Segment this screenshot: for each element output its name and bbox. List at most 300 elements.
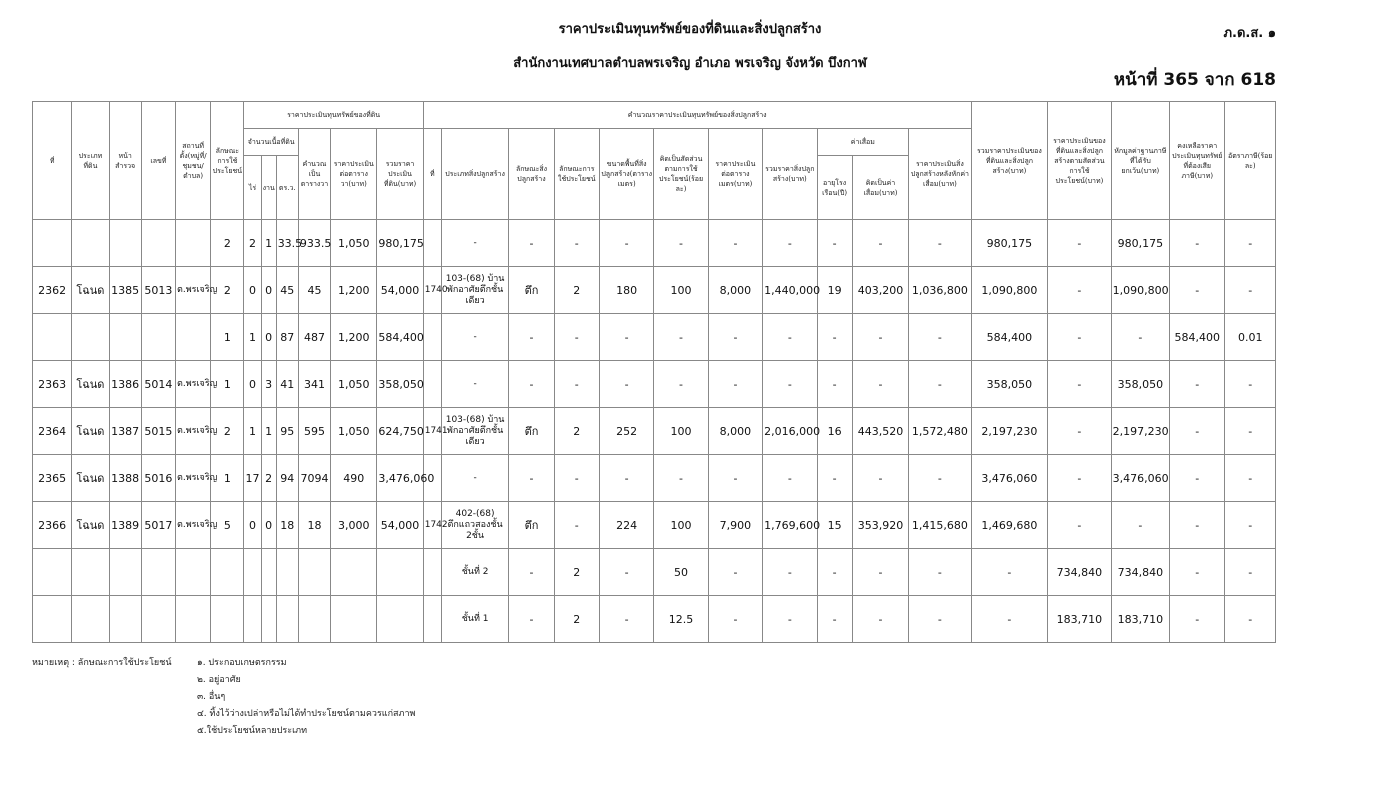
table-cell: 94: [276, 455, 298, 502]
table-row: [33, 220, 1276, 267]
table-cell: -: [509, 314, 554, 361]
table-cell: -: [909, 314, 971, 361]
table-cell: [276, 596, 298, 643]
col-bldg-char: ลักษณะสิ่งปลูกสร้าง: [509, 129, 554, 220]
table-cell: -: [441, 455, 508, 502]
table-cell: 16: [817, 408, 852, 455]
table-cell: [423, 314, 441, 361]
table-cell: 341: [298, 361, 330, 408]
table-cell: 5014: [141, 361, 175, 408]
table-cell: โฉนด: [72, 455, 109, 502]
assessment-table: [32, 101, 1276, 643]
col-no: ที่: [33, 102, 72, 220]
table-cell: 1,469,680: [971, 502, 1048, 549]
table-cell: -: [554, 502, 599, 549]
table-cell: 5: [211, 502, 244, 549]
table-cell: 1: [244, 408, 261, 455]
table-cell: -: [1048, 220, 1111, 267]
table-cell: -: [708, 596, 762, 643]
table-cell: 7,900: [708, 502, 762, 549]
col-depr-amount: คิดเป็นค่าเสื่อม(บาท): [852, 156, 908, 220]
col-usage-pct: คิดเป็นสัดส่วนตามการใช้ประโยชน์(ร้อยละ): [654, 129, 708, 220]
table-cell: -: [1048, 314, 1111, 361]
table-cell: 103-(68) บ้านพักอาศัยตึกชั้นเดียว: [441, 267, 508, 314]
table-cell: -: [1048, 361, 1111, 408]
table-body: [33, 220, 1276, 643]
table-cell: 734,840: [1048, 549, 1111, 596]
table-row: [33, 267, 1276, 314]
table-cell: -: [817, 596, 852, 643]
table-cell: -: [909, 361, 971, 408]
table-cell: [176, 314, 211, 361]
table-cell: -: [1170, 220, 1225, 267]
table-cell: -: [654, 455, 708, 502]
table-cell: 19: [817, 267, 852, 314]
table-cell: 1386: [109, 361, 141, 408]
table-cell: 1,050: [331, 408, 377, 455]
col-number: เลขที่: [141, 102, 175, 220]
table-cell: -: [509, 220, 554, 267]
table-cell: [244, 549, 261, 596]
notes-label: หมายเหตุ : ลักษณะการใช้ประโยชน์: [32, 658, 172, 668]
table-cell: -: [509, 596, 554, 643]
table-cell: 0: [244, 267, 261, 314]
table-cell: 403,200: [852, 267, 908, 314]
table-row: [33, 455, 1276, 502]
table-cell: -: [1225, 549, 1276, 596]
table-cell: 1387: [109, 408, 141, 455]
table-row: [33, 361, 1276, 408]
table-cell: ชั้นที่ 2: [441, 549, 508, 596]
table-cell: -: [1225, 220, 1276, 267]
col-wa: ตร.ว.: [276, 156, 298, 220]
table-cell: -: [763, 596, 817, 643]
table-cell: -: [708, 314, 762, 361]
table-cell: 183,710: [1111, 596, 1169, 643]
table-cell: 2: [554, 267, 599, 314]
table-cell: 1,415,680: [909, 502, 971, 549]
table-cell: [109, 314, 141, 361]
table-cell: -: [708, 549, 762, 596]
table-cell: -: [1111, 502, 1169, 549]
table-cell: ต.พรเจริญ: [176, 502, 211, 549]
table-cell: 2: [211, 267, 244, 314]
table-cell: 2364: [33, 408, 72, 455]
table-cell: -: [1170, 455, 1225, 502]
table-cell: -: [1225, 267, 1276, 314]
table-cell: 2: [554, 549, 599, 596]
table-cell: [72, 314, 109, 361]
table-cell: 1: [211, 361, 244, 408]
table-cell: 1,572,480: [909, 408, 971, 455]
table-cell: -: [599, 549, 653, 596]
table-cell: 2,016,000: [763, 408, 817, 455]
table-cell: [33, 314, 72, 361]
table-cell: 624,750: [377, 408, 423, 455]
table-cell: [423, 361, 441, 408]
table-cell: -: [852, 314, 908, 361]
note-item: ๓. อื่นๆ: [197, 692, 226, 702]
table-cell: โฉนด: [72, 361, 109, 408]
col-bldg-usage: ลักษณะการใช้ประโยชน์: [554, 129, 599, 220]
table-row: [33, 502, 1276, 549]
table-cell: -: [708, 220, 762, 267]
table-cell: [211, 549, 244, 596]
table-cell: 1: [261, 220, 276, 267]
table-cell: 2,197,230: [1111, 408, 1169, 455]
table-cell: 358,050: [971, 361, 1048, 408]
table-cell: -: [554, 220, 599, 267]
table-cell: -: [1170, 361, 1225, 408]
table-row: [33, 314, 1276, 361]
table-cell: -: [909, 549, 971, 596]
table-cell: [109, 549, 141, 596]
table-cell: -: [1048, 502, 1111, 549]
table-cell: -: [554, 361, 599, 408]
col-usage: ลักษณะการใช้ประโยชน์: [211, 102, 244, 220]
table-cell: -: [1225, 408, 1276, 455]
table-cell: ตึก: [509, 408, 554, 455]
table-row: [33, 408, 1276, 455]
table-cell: 54,000: [377, 267, 423, 314]
table-cell: 3,476,060: [377, 455, 423, 502]
table-cell: 18: [298, 502, 330, 549]
col-price-per-wa: ราคาประเมินต่อตารางวา(บาท): [331, 129, 377, 220]
table-cell: [377, 596, 423, 643]
table-cell: 103-(68) บ้านพักอาศัยตึกชั้นเดียว: [441, 408, 508, 455]
table-cell: 595: [298, 408, 330, 455]
table-cell: 100: [654, 267, 708, 314]
table-cell: 1,769,600: [763, 502, 817, 549]
group-land-area: จำนวนเนื้อที่ดิน: [244, 129, 298, 156]
table-cell: [33, 596, 72, 643]
page-info: หน้าที่ 365 จาก 618: [1113, 70, 1276, 90]
table-cell: -: [909, 455, 971, 502]
table-cell: 54,000: [377, 502, 423, 549]
table-cell: -: [1225, 502, 1276, 549]
note-item: ๑. ประกอบเกษตรกรรม: [197, 658, 287, 668]
col-bldg-total: รวมราคาสิ่งปลูกสร้าง(บาท): [763, 129, 817, 220]
table-cell: -: [763, 314, 817, 361]
table-cell: ต.พรเจริญ: [176, 455, 211, 502]
table-cell: -: [441, 314, 508, 361]
table-cell: 5013: [141, 267, 175, 314]
table-cell: [176, 549, 211, 596]
table-cell: -: [763, 220, 817, 267]
table-row: [33, 549, 1276, 596]
table-cell: -: [599, 596, 653, 643]
table-cell: 224: [599, 502, 653, 549]
table-cell: 402-(68) ตึกแถวสองชั้น 2ชั้น: [441, 502, 508, 549]
table-cell: 180: [599, 267, 653, 314]
table-cell: [377, 549, 423, 596]
table-cell: -: [708, 455, 762, 502]
col-price-per-sqm: ราคาประเมินต่อตารางเมตร(บาท): [708, 129, 762, 220]
table-cell: -: [817, 549, 852, 596]
table-cell: 0: [261, 502, 276, 549]
note-item: ๒. อยู่อาศัย: [197, 675, 241, 685]
table-cell: -: [654, 220, 708, 267]
col-deduction: หักมูลค่าฐานภาษีที่ได้รับยกเว้น(บาท): [1111, 102, 1169, 220]
table-cell: [331, 549, 377, 596]
table-cell: -: [708, 361, 762, 408]
table-cell: 45: [276, 267, 298, 314]
table-cell: -: [971, 596, 1048, 643]
table-cell: -: [909, 596, 971, 643]
table-cell: 584,400: [377, 314, 423, 361]
table-cell: 1741: [423, 408, 441, 455]
table-cell: 1: [261, 408, 276, 455]
table-cell: -: [554, 455, 599, 502]
table-cell: -: [1225, 596, 1276, 643]
table-cell: 358,050: [1111, 361, 1169, 408]
table-cell: -: [763, 361, 817, 408]
col-total-wa: คำนวณเป็นตารางวา: [298, 129, 330, 220]
table-cell: -: [599, 361, 653, 408]
table-cell: 1,050: [331, 361, 377, 408]
table-cell: ตึก: [509, 502, 554, 549]
table-cell: 980,175: [377, 220, 423, 267]
table-cell: [261, 549, 276, 596]
table-cell: -: [509, 549, 554, 596]
table-cell: 1740: [423, 267, 441, 314]
table-cell: -: [817, 314, 852, 361]
table-cell: 1385: [109, 267, 141, 314]
table-cell: 2: [211, 408, 244, 455]
table-cell: 18: [276, 502, 298, 549]
col-survey-page: หน้าสำรวจ: [109, 102, 141, 220]
table-cell: 50: [654, 549, 708, 596]
table-cell: -: [817, 220, 852, 267]
table-cell: 2: [554, 596, 599, 643]
col-tax-rate: อัตราภาษี(ร้อยละ): [1225, 102, 1276, 220]
table-cell: [109, 220, 141, 267]
document-subtitle: สำนักงานเทศบาลตำบลพรเจริญ อำเภอ พรเจริญ จังหวัด บึงกาฬ: [513, 56, 867, 71]
table-cell: -: [599, 455, 653, 502]
col-grand-total: รวมราคาประเมินของที่ดินและสิ่งปลูกสร้าง(บาท): [971, 102, 1048, 220]
table-cell: ตึก: [509, 267, 554, 314]
table-cell: 95: [276, 408, 298, 455]
table-cell: [298, 549, 330, 596]
table-cell: 1742: [423, 502, 441, 549]
table-cell: 7094: [298, 455, 330, 502]
table-cell: -: [817, 361, 852, 408]
table-row: [33, 596, 1276, 643]
table-cell: 87: [276, 314, 298, 361]
table-cell: -: [1170, 549, 1225, 596]
table-cell: 734,840: [1111, 549, 1169, 596]
notes-list: [197, 655, 497, 740]
table-cell: -: [599, 220, 653, 267]
group-building: คำนวณราคาประเมินทุนทรัพย์ของสิ่งปลูกสร้าง: [423, 102, 971, 129]
table-cell: [33, 220, 72, 267]
table-cell: โฉนด: [72, 267, 109, 314]
table-cell: -: [654, 314, 708, 361]
table-cell: [261, 596, 276, 643]
table-cell: 933.5: [298, 220, 330, 267]
group-depreciation: ค่าเสื่อม: [817, 129, 909, 156]
note-item: ๔. ทิ้งไว้ว่างเปล่าหรือไม่ได้ทำประโยชน์ตามควรแก่สภาพ: [197, 709, 416, 719]
table-cell: -: [509, 361, 554, 408]
table-cell: -: [1170, 267, 1225, 314]
table-cell: 45: [298, 267, 330, 314]
table-cell: [331, 596, 377, 643]
table-cell: -: [441, 361, 508, 408]
table-cell: 2: [261, 455, 276, 502]
table-cell: 8,000: [708, 267, 762, 314]
table-cell: -: [599, 314, 653, 361]
table-cell: 41: [276, 361, 298, 408]
table-cell: 1,200: [331, 314, 377, 361]
table-cell: 443,520: [852, 408, 908, 455]
document-title: ราคาประเมินทุนทรัพย์ของที่ดินและสิ่งปลูกสร้าง: [558, 22, 822, 37]
table-cell: 2: [554, 408, 599, 455]
table-cell: ต.พรเจริญ: [176, 408, 211, 455]
col-bldg-after-depr: ราคาประเมินสิ่งปลูกสร้างหลังหักค่าเสื่อม(บาท): [909, 129, 971, 220]
col-location: สถานที่ตั้ง(หมู่ที่/ชุมชน/ตำบล): [176, 102, 211, 220]
table-cell: [72, 220, 109, 267]
table-cell: 584,400: [971, 314, 1048, 361]
table-cell: -: [817, 455, 852, 502]
table-cell: 5016: [141, 455, 175, 502]
col-age: อายุโรงเรือน(ปี): [817, 156, 852, 220]
table-cell: ต.พรเจริญ: [176, 267, 211, 314]
table-cell: -: [554, 314, 599, 361]
table-cell: 100: [654, 408, 708, 455]
table-cell: 2362: [33, 267, 72, 314]
table-cell: -: [1111, 314, 1169, 361]
table-cell: 2365: [33, 455, 72, 502]
note-item: ๕.ใช้ประโยชน์หลายประเภท: [197, 726, 308, 736]
table-cell: 358,050: [377, 361, 423, 408]
table-cell: [176, 596, 211, 643]
table-cell: 980,175: [1111, 220, 1169, 267]
table-cell: 3,476,060: [1111, 455, 1169, 502]
table-cell: [176, 220, 211, 267]
table-cell: โฉนด: [72, 502, 109, 549]
table-cell: -: [509, 455, 554, 502]
table-cell: -: [1225, 361, 1276, 408]
table-cell: [141, 314, 175, 361]
table-cell: [141, 220, 175, 267]
col-land-total: รวมราคาประเมินที่ดิน(บาท): [377, 129, 423, 220]
table-cell: -: [1170, 502, 1225, 549]
table-cell: 1: [211, 455, 244, 502]
table-cell: 33.5: [276, 220, 298, 267]
table-cell: [211, 596, 244, 643]
table-cell: -: [852, 549, 908, 596]
table-cell: 3,476,060: [971, 455, 1048, 502]
table-cell: -: [1048, 408, 1111, 455]
table-cell: -: [852, 596, 908, 643]
table-cell: 100: [654, 502, 708, 549]
table-cell: 3,000: [331, 502, 377, 549]
table-cell: 1,050: [331, 220, 377, 267]
table-cell: -: [1225, 455, 1276, 502]
table-cell: 584,400: [1170, 314, 1225, 361]
table-cell: โฉนด: [72, 408, 109, 455]
table-cell: 0: [261, 267, 276, 314]
table-cell: 980,175: [971, 220, 1048, 267]
table-cell: [244, 596, 261, 643]
table-cell: -: [852, 361, 908, 408]
table-cell: [423, 220, 441, 267]
table-cell: 0.01: [1225, 314, 1276, 361]
col-ngan: งาน: [261, 156, 276, 220]
table-cell: ต.พรเจริญ: [176, 361, 211, 408]
table-cell: 1: [211, 314, 244, 361]
col-bldg-area: ขนาดพื้นที่สิ่งปลูกสร้าง(ตารางเมตร): [599, 129, 653, 220]
table-cell: [298, 596, 330, 643]
form-code: ภ.ด.ส. ๑: [1223, 26, 1276, 41]
col-bldg-type: ประเภทสิ่งปลูกสร้าง: [441, 129, 508, 220]
table-cell: [109, 596, 141, 643]
table-cell: 1388: [109, 455, 141, 502]
col-doc-type: ประเภทที่ดิน: [72, 102, 109, 220]
table-cell: 0: [244, 361, 261, 408]
table-cell: 15: [817, 502, 852, 549]
table-cell: ชั้นที่ 1: [441, 596, 508, 643]
table-cell: 1,440,000: [763, 267, 817, 314]
table-cell: 2363: [33, 361, 72, 408]
table-cell: -: [909, 220, 971, 267]
col-rai: ไร่: [244, 156, 261, 220]
table-cell: 490: [331, 455, 377, 502]
table-cell: 353,920: [852, 502, 908, 549]
table-cell: -: [441, 220, 508, 267]
table-cell: 1389: [109, 502, 141, 549]
table-cell: 2: [244, 220, 261, 267]
table-cell: -: [763, 455, 817, 502]
col-bldg-no: ที่: [423, 129, 441, 220]
table-cell: -: [763, 549, 817, 596]
table-cell: -: [1170, 408, 1225, 455]
table-cell: 1,090,800: [1111, 267, 1169, 314]
table-cell: -: [852, 455, 908, 502]
group-land: ราคาประเมินทุนทรัพย์ของที่ดิน: [244, 102, 423, 129]
table-cell: 0: [244, 502, 261, 549]
table-cell: [141, 549, 175, 596]
table-cell: 2,197,230: [971, 408, 1048, 455]
table-cell: 487: [298, 314, 330, 361]
table-cell: 252: [599, 408, 653, 455]
table-cell: [72, 549, 109, 596]
table-cell: 8,000: [708, 408, 762, 455]
table-cell: 3: [261, 361, 276, 408]
table-cell: 183,710: [1048, 596, 1111, 643]
table-cell: [423, 549, 441, 596]
table-cell: 17: [244, 455, 261, 502]
table-cell: -: [971, 549, 1048, 596]
table-cell: 1,090,800: [971, 267, 1048, 314]
table-cell: 5015: [141, 408, 175, 455]
table-cell: 1: [244, 314, 261, 361]
col-taxable: คงเหลือราคาประเมินทุนทรัพย์ที่ต้องเสียภาษี(บาท): [1170, 102, 1225, 220]
table-cell: -: [1170, 596, 1225, 643]
table-cell: [423, 596, 441, 643]
table-cell: 1,036,800: [909, 267, 971, 314]
table-cell: -: [1048, 455, 1111, 502]
table-cell: -: [852, 220, 908, 267]
table-cell: -: [1048, 267, 1111, 314]
table-cell: [276, 549, 298, 596]
table-cell: 2: [211, 220, 244, 267]
table-cell: 2366: [33, 502, 72, 549]
table-cell: [72, 596, 109, 643]
table-cell: 5017: [141, 502, 175, 549]
col-proportional: ราคาประเมินของที่ดินและสิ่งปลูกสร้างตามสัดส่วนการใช้ประโยชน์(บาท): [1048, 102, 1111, 220]
table-cell: 12.5: [654, 596, 708, 643]
